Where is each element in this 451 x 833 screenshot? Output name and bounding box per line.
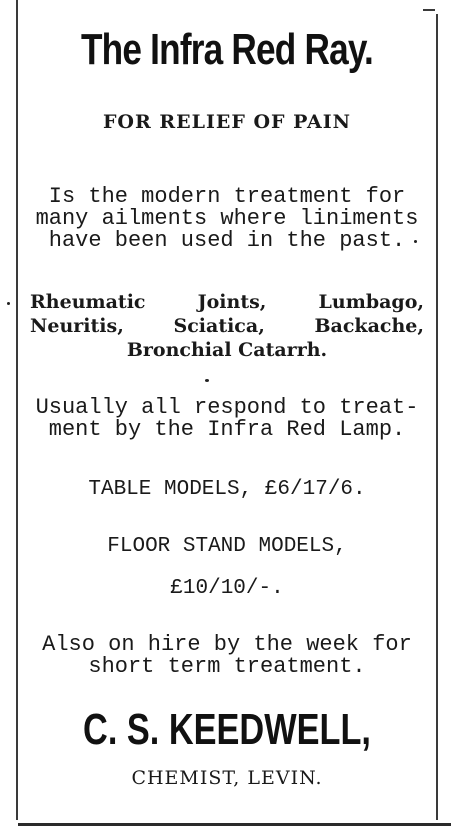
condition-line: Bronchial Catarrh. <box>126 339 328 361</box>
top-corner-tick <box>423 9 435 11</box>
print-speck <box>205 379 209 382</box>
hire-paragraph <box>18 634 436 678</box>
chemist-location: CHEMIST, LEVIN. <box>131 767 323 789</box>
chemist-name: C. S. KEEDWELL, <box>83 705 371 754</box>
response-line: ment by the Infra Red Lamp. <box>48 417 406 442</box>
response-paragraph <box>18 397 436 441</box>
floor-models-label: FLOOR STAND MODELS, <box>107 535 347 558</box>
print-speck <box>7 302 10 305</box>
ad-subtitle: FOR RELIEF OF PAIN <box>102 111 352 133</box>
floor-models-price: £10/10/-. <box>170 577 284 600</box>
response-line: Usually all respond to treat- <box>35 395 419 420</box>
table-models-price: TABLE MODELS, £6/17/6. <box>88 478 366 501</box>
hire-line: Also on hire by the week for <box>42 632 412 657</box>
intro-line: many ailments where liniments <box>35 206 419 231</box>
intro-line: have been used in the past. <box>48 228 406 253</box>
right-border-rule <box>436 14 438 820</box>
bottom-border-rule <box>18 823 451 826</box>
conditions-list <box>18 290 436 362</box>
condition-line: Neuritis, Sciatica, Backache, <box>30 315 424 337</box>
ad-title: The Infra Red Ray. <box>80 25 374 74</box>
intro-line: Is the modern treatment for <box>48 184 406 209</box>
intro-paragraph <box>18 186 436 252</box>
hire-line: short term treatment. <box>88 654 366 679</box>
condition-line: Rheumatic Joints, Lumbago, <box>30 291 424 313</box>
